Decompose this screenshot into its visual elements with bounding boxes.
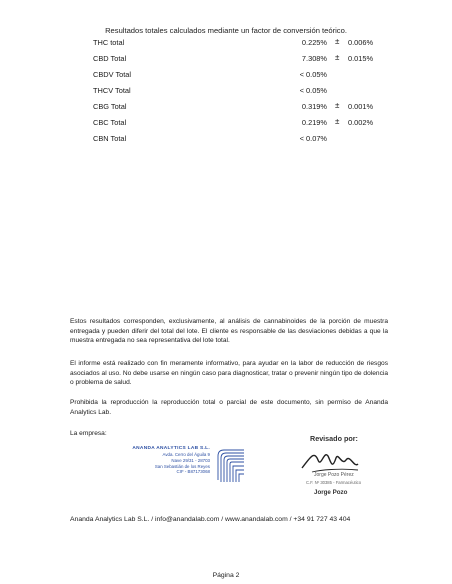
table-row bbox=[0, 86, 452, 98]
plus-minus-sign: ± bbox=[335, 101, 340, 110]
plus-minus-sign: ± bbox=[335, 117, 340, 126]
cannabinoid-value: < 0.05% bbox=[299, 70, 327, 79]
cannabinoid-value: 0.225% bbox=[301, 38, 327, 47]
cannabinoid-name: CBN Total bbox=[93, 134, 127, 143]
stamp-address-line: Nave 29/31 - 28703 bbox=[171, 457, 210, 463]
cannabinoid-name: CBD Total bbox=[93, 54, 127, 63]
stamp-address-line: San Sebastián de los Reyes bbox=[154, 463, 210, 469]
table-row bbox=[0, 134, 452, 146]
table-row bbox=[0, 102, 452, 114]
uncertainty-value: 0.002% bbox=[348, 118, 374, 127]
cannabinoid-name: CBG Total bbox=[93, 102, 127, 111]
company-stamp-text bbox=[118, 446, 210, 475]
uncertainty-value: 0.015% bbox=[348, 54, 374, 63]
stamp-cif-line: CIF - B87173068 bbox=[176, 469, 210, 475]
cannabinoid-value: 7.308% bbox=[301, 54, 327, 63]
company-logo-icon bbox=[214, 446, 248, 486]
disclaimer-paragraph: Prohibida la reproducción la reproducción total o parcial de este documento, sin permiso de Ananda Analytics Lab. bbox=[70, 399, 388, 416]
disclaimer-paragraph: El informe está realizado con fin meramente informativo, para ayudar en la labor de reducción de riesgos asociados al uso. No debe usarse en ningún caso para diagnosticar, tratar o prevenir ningún tipo de dolencia o problema de salud. bbox=[70, 360, 388, 387]
company-label: La empresa: bbox=[70, 430, 107, 437]
page-number: Página 2 bbox=[212, 572, 240, 579]
footer-contact: Ananda Analytics Lab S.L. / info@anandalab.com / www.anandalab.com / +34 91 727 43 404 bbox=[70, 516, 351, 523]
plus-minus-sign: ± bbox=[335, 53, 340, 62]
table-row bbox=[0, 38, 452, 50]
stamp-address-line: Avda. Cerro del Águila 9 bbox=[162, 452, 210, 458]
results-title: Resultados totales calculados mediante un factor de conversión teórico. bbox=[105, 26, 347, 35]
cannabinoid-name: THC total bbox=[93, 38, 125, 47]
cannabinoid-value: < 0.05% bbox=[299, 86, 327, 95]
stamp-company-name: ANANDA ANALYTICS LAB S.L. bbox=[132, 446, 210, 451]
uncertainty-value: 0.001% bbox=[348, 102, 374, 111]
reviewed-by-label: Revisado por: bbox=[310, 434, 358, 443]
validation-block bbox=[300, 432, 410, 502]
company-stamp bbox=[118, 446, 248, 486]
table-row bbox=[0, 118, 452, 130]
cannabinoid-name: CBC Total bbox=[93, 118, 127, 127]
stamp-signer-name: Jorge Pozo Pérez bbox=[314, 472, 354, 478]
cannabinoid-name: THCV Total bbox=[93, 86, 131, 95]
cannabinoid-name: CBDV Total bbox=[93, 70, 132, 79]
stamp-signer-id: C.F. Nº 30385 - Farmacéutico bbox=[306, 480, 362, 485]
cannabinoid-value: 0.319% bbox=[301, 102, 327, 111]
disclaimer-paragraph: Estos resultados corresponden, exclusivamente, al análisis de cannabinoides de la porción de muestra entregada y pueden diferir del total del lote. El cliente es responsable de las desviaciones debidas a que la muestra entregada no sea representativa del lote total. bbox=[70, 318, 388, 345]
cannabinoid-value: 0.219% bbox=[301, 118, 327, 127]
plus-minus-sign: ± bbox=[335, 37, 340, 46]
table-row bbox=[0, 54, 452, 66]
table-row bbox=[0, 70, 452, 82]
cannabinoid-value: < 0.07% bbox=[299, 134, 327, 143]
uncertainty-value: 0.006% bbox=[348, 38, 374, 47]
signer-name: Jorge Pozo bbox=[314, 489, 348, 496]
